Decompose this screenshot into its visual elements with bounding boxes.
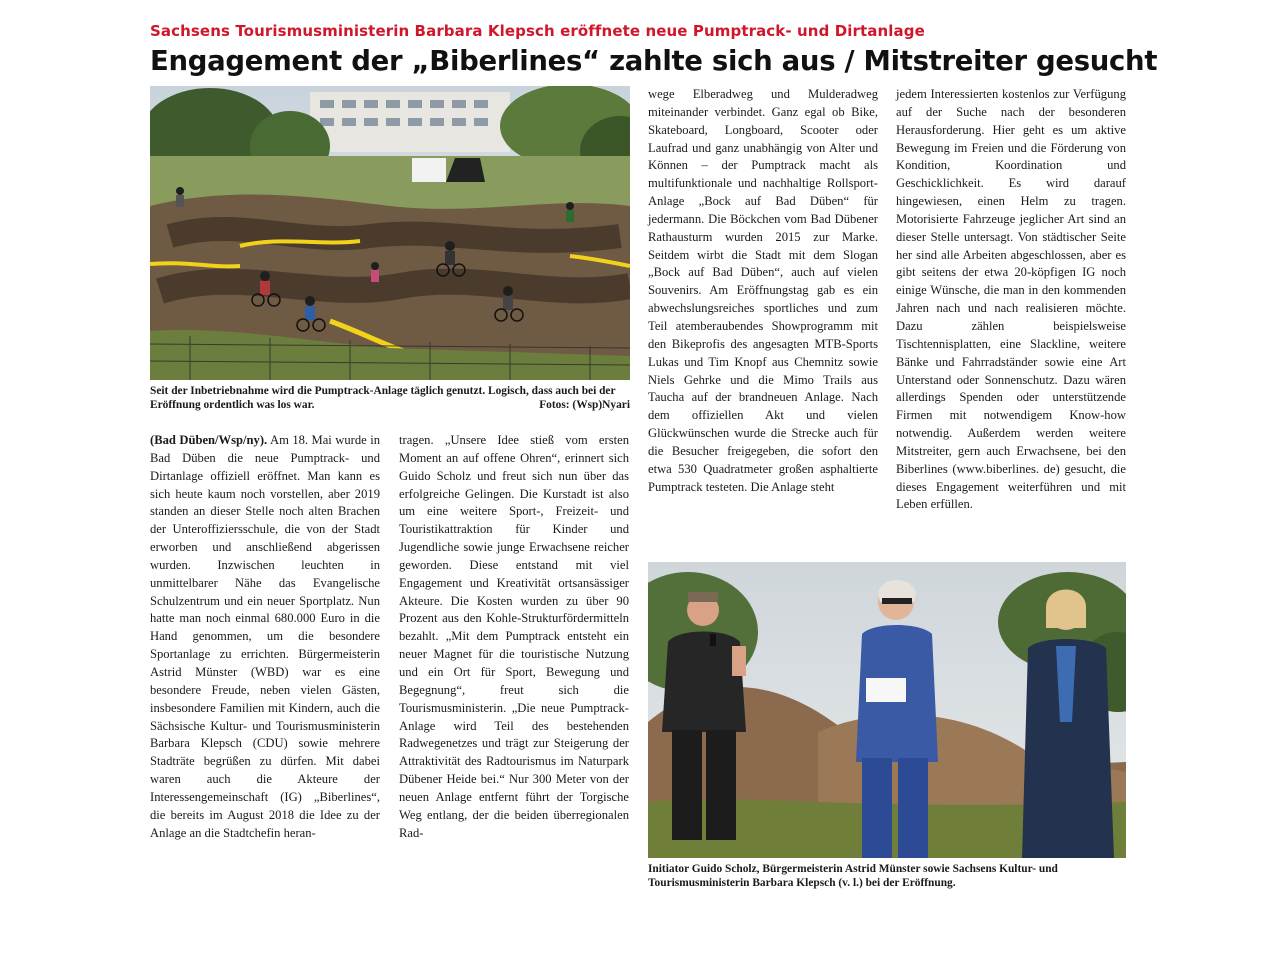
article-column-4 <box>896 86 1126 514</box>
photo1-caption <box>150 384 630 412</box>
article-headline: Engagement der „Biberlines“ zahlte sich aus / Mitstreiter gesucht <box>150 45 1158 77</box>
column-4-text: jedem Interessierten kostenlos zur Verfügung auf der Suche nach der besonderen Herausforderung. Hier geht es um aktive Bewegung im Freien und die Förderung von Kondition, Koordination und Geschicklichkeit. Es wird darauf hingewiesen, einen Helm zu tragen. Motorisierte Fahrzeuge jeglicher Art sind an dieser Stelle untersagt. Von städtischer Seite her sind alle Arbeiten abgeschlossen, aber es gibt seitens der etwa 20-köpfigen IG noch einige Wünsche, die man in den kommenden Jahren nach und nach realisieren möchte. Dazu zählen beispielsweise Tischtennisplatten, eine Slackline, weitere Bänke und Fahrradständer sowie eine Art Unterstand oder Sonnenschutz. Dazu wären allerdings Spenden oder unterstützende Firmen mit notwendigem Know-how notwendig. Außerdem werden weitere Mitstreiter, gern auch Erwachsene, bei den Biberlines (www.biberlines. de) gesucht, die dieses Engagement weiterführen und mit Leben erfüllen. <box>896 87 1126 512</box>
pumptrack-photo <box>150 86 630 380</box>
article-column-3 <box>648 86 878 496</box>
photo2-caption <box>648 862 1128 890</box>
article-column-2 <box>399 432 629 842</box>
column-2-text: tragen. „Unsere Idee stieß vom ersten Moment an auf offene Ohren“, erinnert sich Guido Scholz und freut sich nun über das erfolgreiche Gelingen. Die Kurstadt ist also um eine weitere Sport-, Freizeit- und Touristikattraktion für Kinder und Jugendliche sowie junge Erwachsene reicher geworden. Diese entstand mit viel Engagement und Kreativität ortsansässiger Akteure. Die Kosten wurden zu über 90 Prozent aus den Kohle-Strukturfördermitteln bezahlt. „Mit dem Pumptrack entsteht ein neuer Magnet für die touristische Nutzung und ein Ort für Sport, Bewegung und Begegnung“, freut sich die Tourismusministerin. „Die neue Pumptrack-Anlage wird Teil des bestehenden Radwegenetzes und trägt zur Steigerung der Attraktivität des Radtourismus im Naturpark Dübener Heide bei.“ Nur 300 Meter von der neuen Anlage entfernt führt der Torgische Weg entlang, der die beiden überregionalen Rad- <box>399 433 629 840</box>
column-3-text: wege Elberadweg und Mulderadweg miteinander verbindet. Ganz egal ob Bike, Skateboard, Longboard, Scooter oder Laufrad und ganz unabhängig von Alter und Können – der Pumptrack macht als multifunktionale und nachhaltige Rollsport-Anlage „Bock auf Bad Düben“ für jedermann. Die Böckchen vom Bad Dübener Rathausturm wurden 2015 zur Marke. Seitdem wirbt die Stadt mit dem Slogan „Bock auf Bad Düben“, auch auf vielen Souvenirs. Am Eröffnungstag gab es ein abwechslungsreiches sportliches und zum Teil atemberaubendes Showprogramm mit den Bikeprofis des angesagten MTB-Sports Lukas und Tim Knopf aus Chemnitz sowie Niels Gehrke und die Mimo Trails aus Taucha auf der brandneuen Anlage. Nach dem offiziellen Akt und vielen Glückwünschen wurde die Strecke auch für die Besucher freigegeben, die sofort den etwa 530 Quadratmeter großen asphaltierte Pumptrack testeten. Die Anlage steht <box>648 87 878 494</box>
photo2-caption-text: Initiator Guido Scholz, Bürgermeisterin Astrid Münster sowie Sachsens Kultur- und Tourismusministerin Barbara Klepsch (v. l.) bei der Eröffnung. <box>648 863 1058 889</box>
opening-ceremony-photo <box>648 562 1126 858</box>
photo1-credit: Fotos: (Wsp)Nyari <box>539 399 630 411</box>
photo1-caption-text: Seit der Inbetriebnahme wird die Pumptrack-Anlage täglich genutzt. Logisch, dass auch bei der Eröffnung ordentlich was los war. <box>150 385 616 411</box>
column-1-text: Am 18. Mai wurde in Bad Düben die neue Pumptrack- und Dirtanlage offiziell eröffnet. Man kann es sich heute kaum noch vorstellen, aber 2019 standen an dieser Stelle noch alten Brachen der Unteroffiziersschule, die von der Stadt erworben und anschließend abgerissen wurden. Inzwischen leuchten in unmittelbarer Nähe das Evangelische Schulzentrum und ein neuer Sportplatz. Nun hatte man noch einmal 680.000 Euro in die Hand genommen, um die besondere Sportanlage zu errichten. Bürgermeisterin Astrid Münster (WBD) war es eine besondere Freude, neben vielen Gästen, insbesondere Familien mit Kindern, auch die Sächsische Kultur- und Tourismusministerin Barbara Klepsch (CDU) sowie mehrere Stadträte begrüßen zu dürfen. Mit dabei waren auch die Akteure der Interessengemeinschaft (IG) „Biberlines“, die bereits im August 2018 die Idee zu der Anlage an die Stadtchefin heran- <box>150 433 380 840</box>
article-column-1 <box>150 432 380 842</box>
article-kicker: Sachsens Tourismusministerin Barbara Klepsch eröffnete neue Pumptrack- und Dirtanlage <box>150 22 925 40</box>
article-dateline: (Bad Düben/Wsp/ny). <box>150 433 268 447</box>
